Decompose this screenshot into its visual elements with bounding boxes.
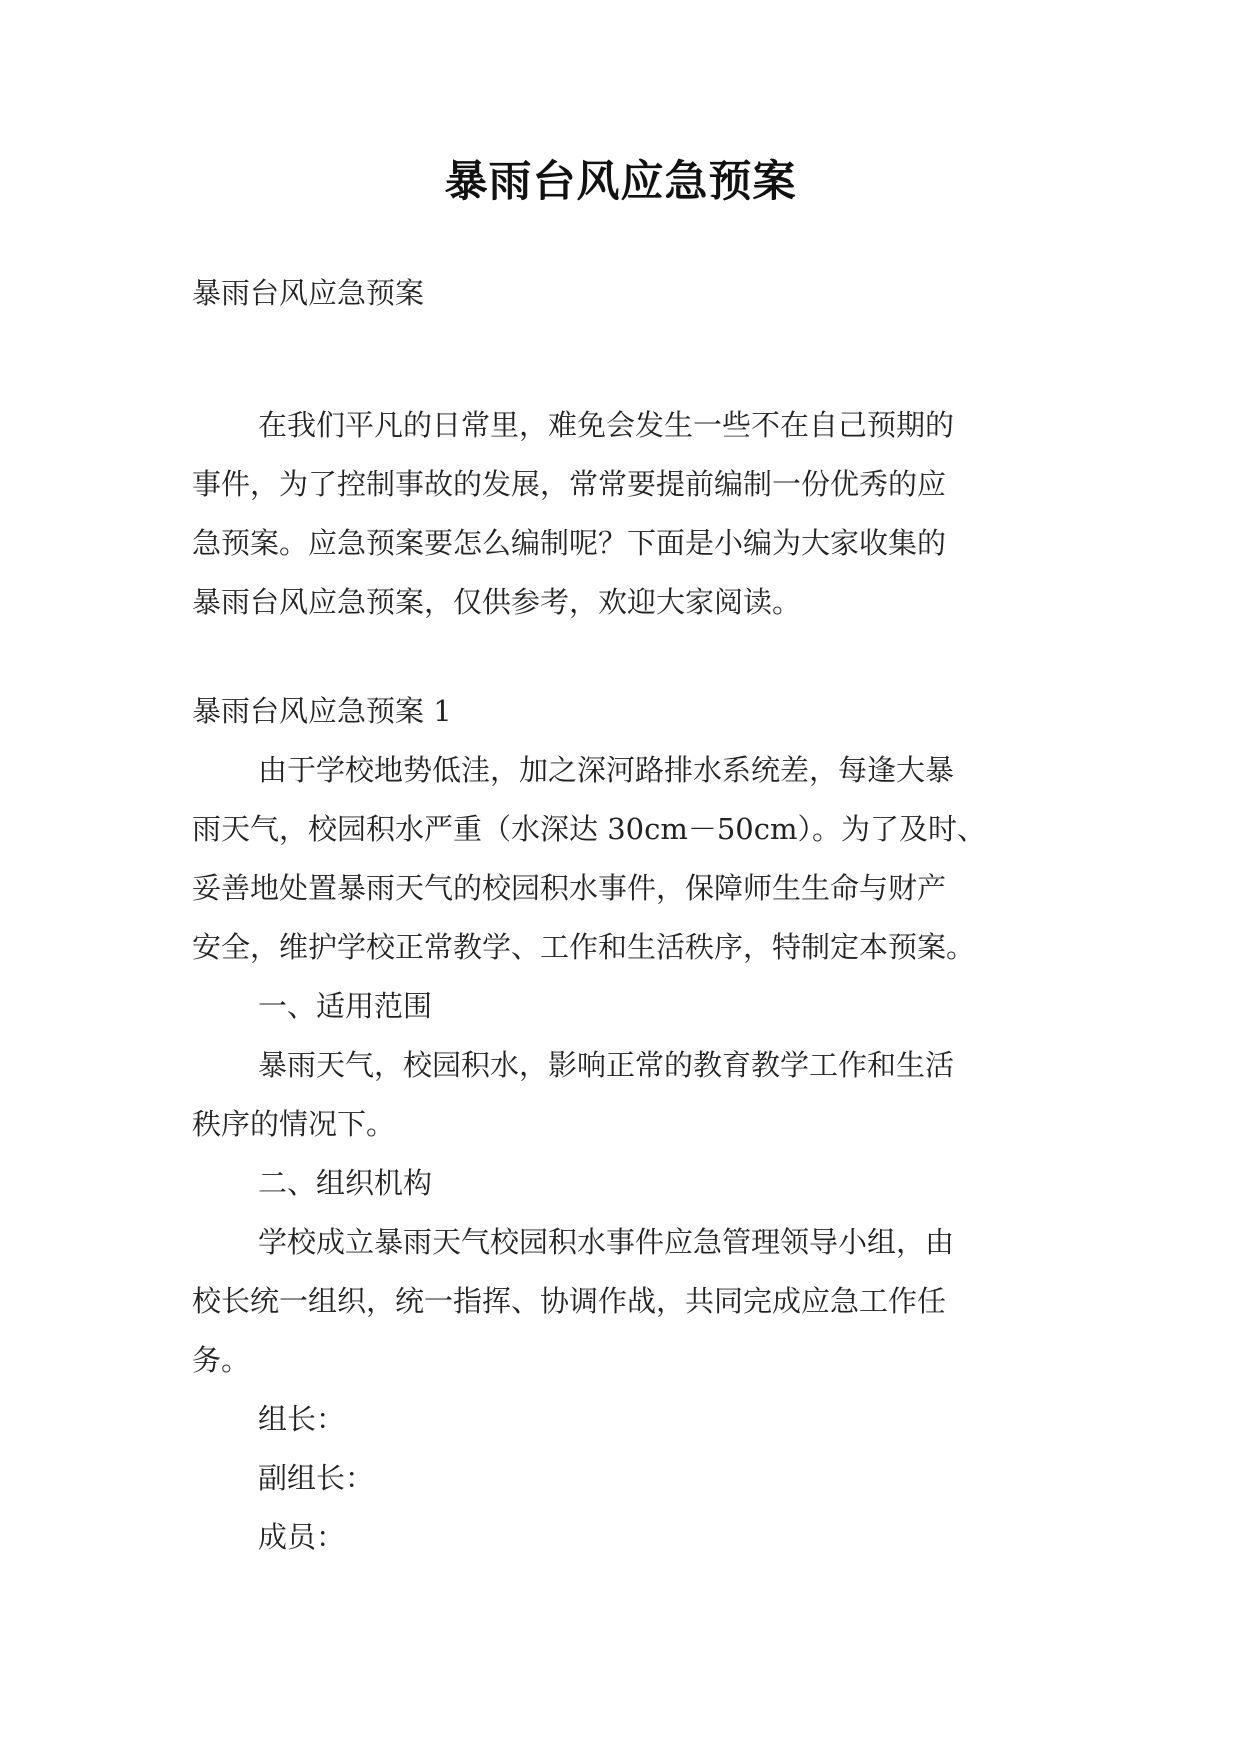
para1-line-4: 安全，维护学校正常教学、工作和生活秩序，特制定本预案。 (192, 930, 976, 964)
scope-line-1: 暴雨天气，校园积水，影响正常的教育教学工作和生活 (258, 1048, 955, 1082)
role-deputy-leader: 副组长： (258, 1461, 375, 1495)
intro-line-2: 事件，为了控制事故的发展，常常要提前编制一份优秀的应 (192, 467, 947, 501)
subtitle: 暴雨台风应急预案 (192, 276, 425, 310)
spacer (192, 632, 1062, 682)
intro-line-3: 急预案。应急预案要怎么编制呢？下面是小编为大家收集的 (192, 526, 947, 560)
org-line-1: 学校成立暴雨天气校园积水事件应急管理领导小组，由 (258, 1225, 955, 1259)
para1-line-1: 由于学校地势低洼，加之深河路排水系统差，每逢大暴 (258, 753, 955, 787)
document-body (192, 276, 1062, 1567)
scope-line-2: 秩序的情况下。 (192, 1107, 396, 1141)
section1-heading: 暴雨台风应急预案 1 (192, 694, 452, 728)
scope-heading: 一、适用范围 (258, 989, 433, 1023)
org-heading: 二、组织机构 (258, 1166, 433, 1200)
org-line-3: 务。 (192, 1343, 251, 1377)
org-line-2: 校长统一组织，统一指挥、协调作战，共同完成应急工作任 (192, 1284, 947, 1318)
intro-line-1: 在我们平凡的日常里，难免会发生一些不在自己预期的 (258, 408, 955, 442)
para1-line-3: 妥善地处置暴雨天气的校园积水事件，保障师生生命与财产 (192, 871, 947, 905)
role-leader: 组长： (258, 1402, 346, 1436)
document-title: 暴雨台风应急预案 (444, 157, 797, 207)
role-members: 成员： (258, 1520, 346, 1554)
spacer (192, 323, 1062, 396)
intro-line-4: 暴雨台风应急预案，仅供参考，欢迎大家阅读。 (192, 585, 802, 619)
para1-line-2: 雨天气，校园积水严重（水深达 30cm－50cm）。为了及时、 (192, 812, 987, 846)
